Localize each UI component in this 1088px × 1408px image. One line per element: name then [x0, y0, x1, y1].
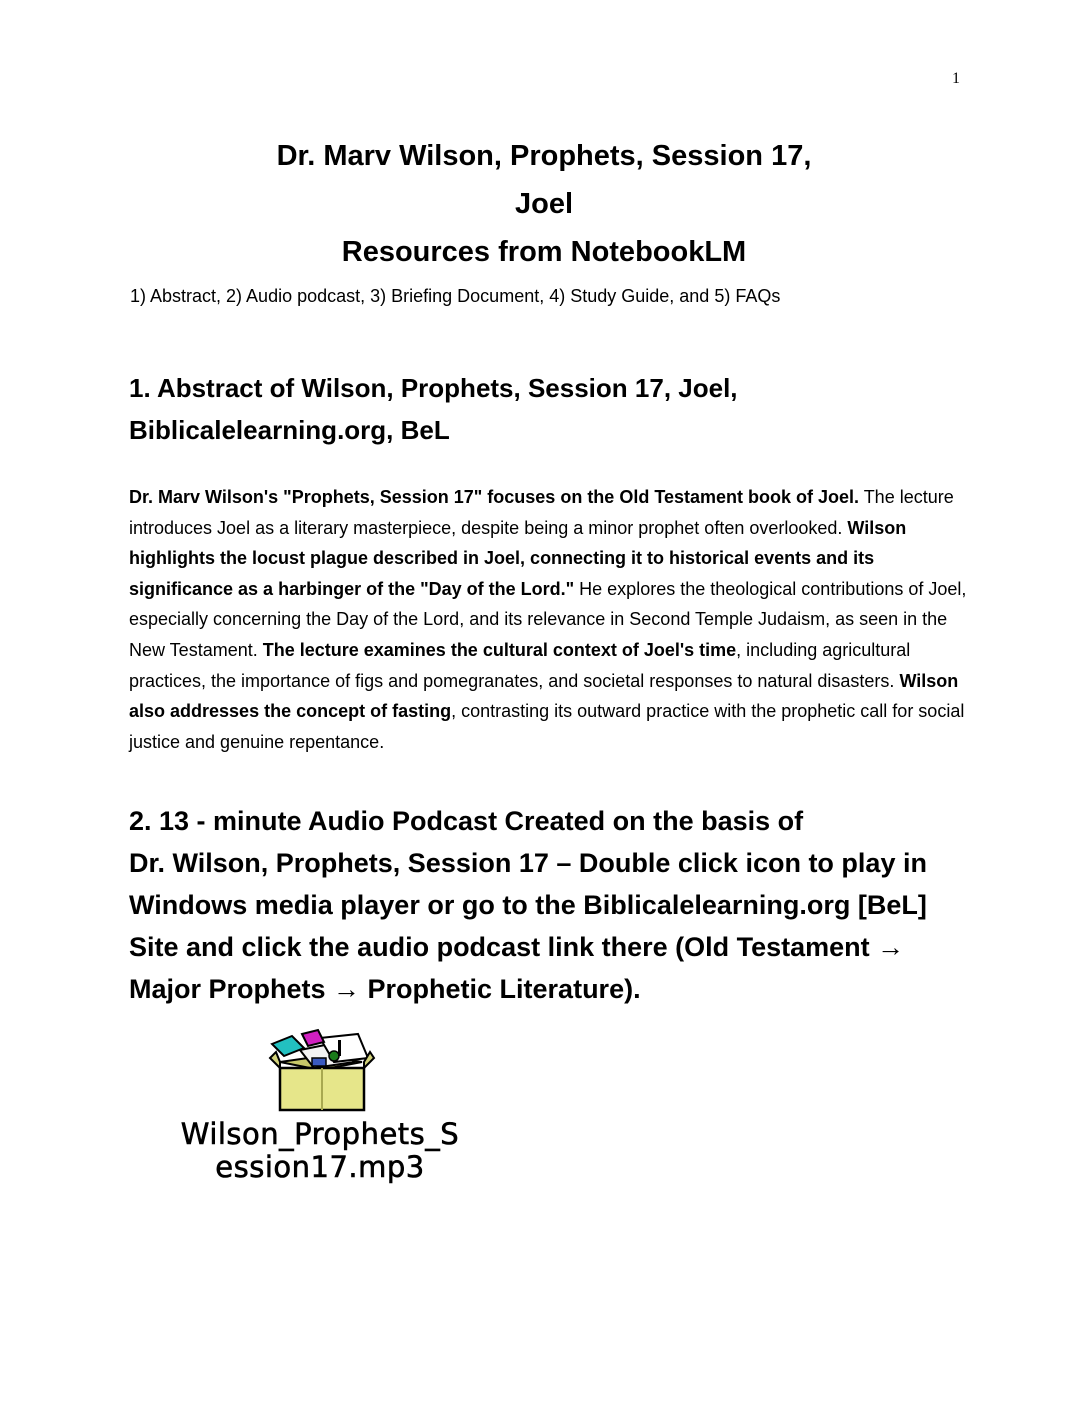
- abstract-bold-4: Wilson also addresses the concept of fasting: [129, 670, 959, 722]
- section2-line1: 2. 13 - minute Audio Podcast Created on the basis of: [129, 806, 804, 836]
- resource-list: 1) Abstract, 2) Audio podcast, 3) Briefing Document, 4) Study Guide, and 5) FAQs: [130, 286, 781, 306]
- title-line-1: Dr. Marv Wilson, Prophets, Session 17,: [276, 140, 812, 172]
- media-file-label-line2: ession17.mp3: [215, 1150, 425, 1184]
- section2-line5-text-b: Prophetic Literature).: [360, 974, 641, 1004]
- section2-line4: [129, 926, 989, 968]
- title-line-3: Resources from NotebookLM: [341, 236, 747, 268]
- page-title: [0, 132, 1088, 276]
- media-file-label-line1: Wilson_Prophets_S: [180, 1117, 460, 1151]
- abstract-bold-2: Wilson highlights the locust plague described in Joel, connecting it to historical events and its significance as a harbinger of the "Day of the Lord.": [129, 517, 907, 599]
- abstract-text-3: , including agricultural practices, the importance of figs and pomegranates, and societal responses to natural disasters.: [129, 639, 911, 691]
- abstract-text-4: , contrasting its outward practice with the prophetic call for social justice and genuine repentance.: [129, 701, 965, 752]
- title-line-2: Joel: [514, 188, 574, 220]
- arrow-right-icon: →: [877, 932, 905, 962]
- section2-heading: [129, 800, 989, 1010]
- section2-line4-text: Site and click the audio podcast link there (Old Testament: [129, 932, 878, 962]
- abstract-text-2: He explores the theological contributions of Joel, especially concerning the Day of the Lord, and its relevance in Second Temple Judaism, as seen in the New Testament.: [129, 578, 967, 660]
- abstract-paragraph: [129, 482, 971, 757]
- page-number: 1: [952, 70, 960, 87]
- media-file-label[interactable]: [130, 1118, 510, 1184]
- abstract-bold-1: Dr. Marv Wilson's "Prophets, Session 17" focuses on the Old Testament book of Joel.: [129, 487, 860, 507]
- abstract-text-1: The lecture introduces Joel as a literary masterpiece, despite being a minor prophet often overlooked.: [129, 487, 954, 538]
- section1-heading: [129, 367, 969, 451]
- arrow-right-icon: →: [333, 974, 361, 1004]
- section1-heading-line1: 1. Abstract of Wilson, Prophets, Session 17, Joel,: [129, 373, 738, 403]
- media-package-icon[interactable]: [262, 1028, 382, 1114]
- section2-line3: Windows media player or go to the Biblicalelearning.org [BeL]: [129, 890, 927, 920]
- section2-line5: [129, 968, 989, 1010]
- section1-heading-line2: Biblicalelearning.org, BeL: [129, 415, 450, 445]
- abstract-bold-3: The lecture examines the cultural context of Joel's time: [262, 639, 737, 660]
- section2-line2: Dr. Wilson, Prophets, Session 17 – Double click icon to play in: [129, 848, 927, 878]
- section2-line5-text-a: Major Prophets: [129, 974, 334, 1004]
